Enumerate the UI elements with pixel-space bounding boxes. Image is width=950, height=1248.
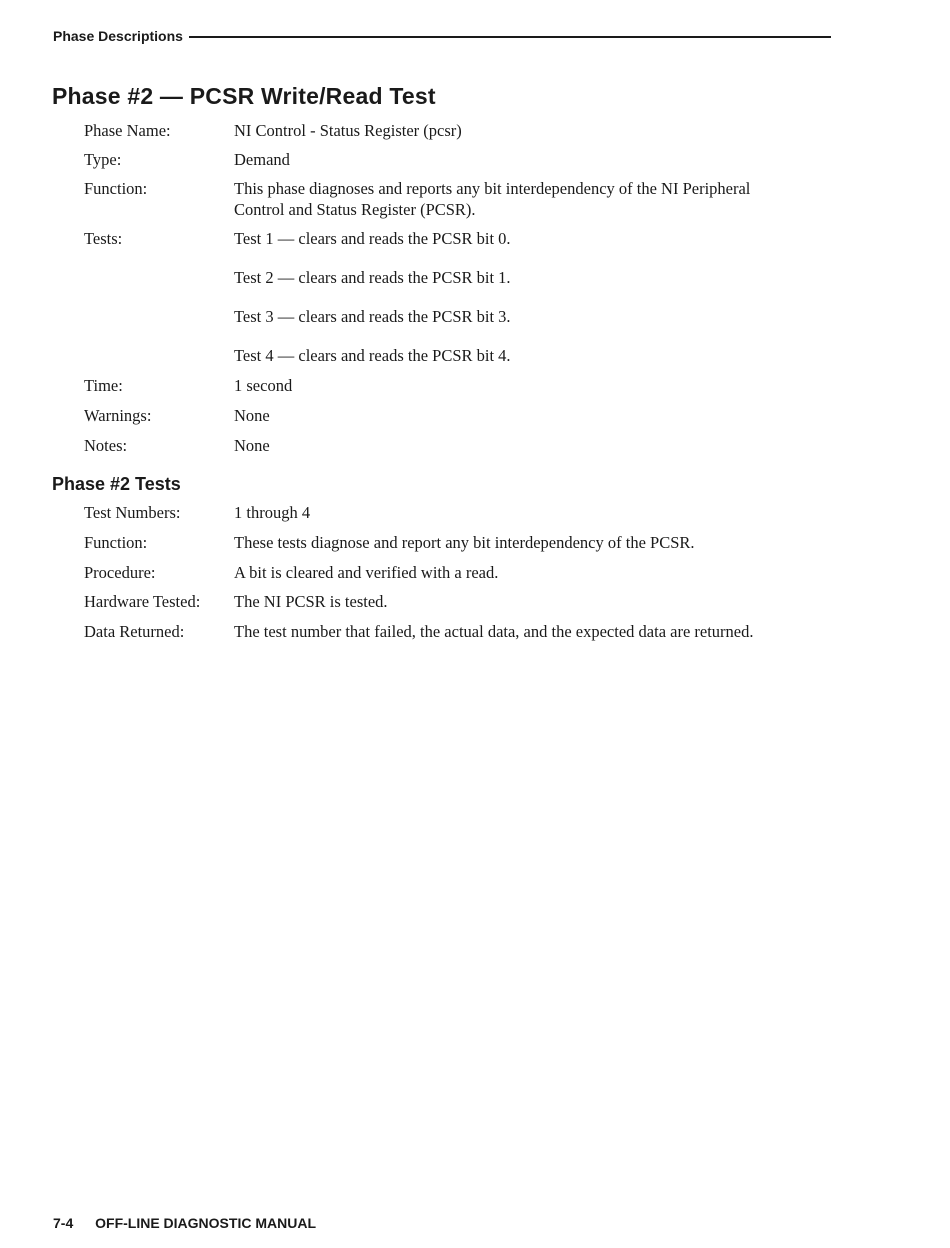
field-value-notes: None [234,436,270,455]
test-item-1: Test 1 — clears and reads the PCSR bit 0. [234,229,511,248]
field-row-warnings [84,405,844,435]
function-line-1: This phase diagnoses and reports any bit interdependency of the NI Peripheral [234,179,751,198]
field-row-test-numbers [84,502,844,532]
page-footer [53,1215,316,1231]
tests-fields [84,502,844,651]
field-value-data-returned: The test number that failed, the actual data, and the expected data are returned. [234,622,754,641]
field-label-hardware-tested: Hardware Tested: [84,592,201,611]
section-heading-tests: Phase #2 Tests [52,474,181,494]
field-row-data-returned [84,621,844,651]
manual-title: OFF-LINE DIAGNOSTIC MANUAL [95,1215,316,1231]
field-row-time [84,375,844,405]
field-value-test-numbers: 1 through 4 [234,503,311,522]
field-label-type: Type: [84,150,122,169]
field-value-hardware-tested: The NI PCSR is tested. [234,592,388,611]
field-value-function [234,178,844,228]
page-title: Phase #2 — PCSR Write/Read Test [52,83,436,109]
field-row-tests-function [84,532,844,562]
field-label-test-numbers: Test Numbers: [84,503,181,522]
field-label-tests: Tests: [84,229,123,248]
field-row-tests [84,228,844,375]
field-value-time: 1 second [234,376,293,395]
field-value-tests [234,228,844,375]
field-row-hardware-tested [84,591,844,621]
field-label-warnings: Warnings: [84,406,152,425]
field-label-notes: Notes: [84,436,128,455]
running-head-rule [189,36,831,38]
field-row-type [84,149,844,178]
field-value-phase-name: NI Control - Status Register (pcsr) [234,121,462,140]
test-item-4: Test 4 — clears and reads the PCSR bit 4. [234,346,511,365]
function-line-2: Control and Status Register (PCSR). [234,200,476,219]
running-head-text: Phase Descriptions [53,28,183,44]
field-label-data-returned: Data Returned: [84,622,185,641]
field-value-warnings: None [234,406,270,425]
field-row-function [84,178,844,228]
page-number: 7-4 [53,1215,74,1231]
field-row-notes [84,435,844,465]
running-head [53,28,831,44]
field-value-tests-function: These tests diagnose and report any bit interdependency of the PCSR. [234,533,695,552]
field-label-phase-name: Phase Name: [84,121,171,140]
phase-fields [84,120,844,465]
field-label-function: Function: [84,179,148,198]
field-row-phase-name [84,120,844,149]
test-item-3: Test 3 — clears and reads the PCSR bit 3. [234,307,511,326]
field-label-procedure: Procedure: [84,563,156,582]
field-value-type: Demand [234,150,290,169]
test-item-2: Test 2 — clears and reads the PCSR bit 1. [234,268,511,287]
field-label-time: Time: [84,376,123,395]
field-value-procedure: A bit is cleared and verified with a read. [234,563,499,582]
field-label-tests-function: Function: [84,533,148,552]
field-row-procedure [84,562,844,591]
